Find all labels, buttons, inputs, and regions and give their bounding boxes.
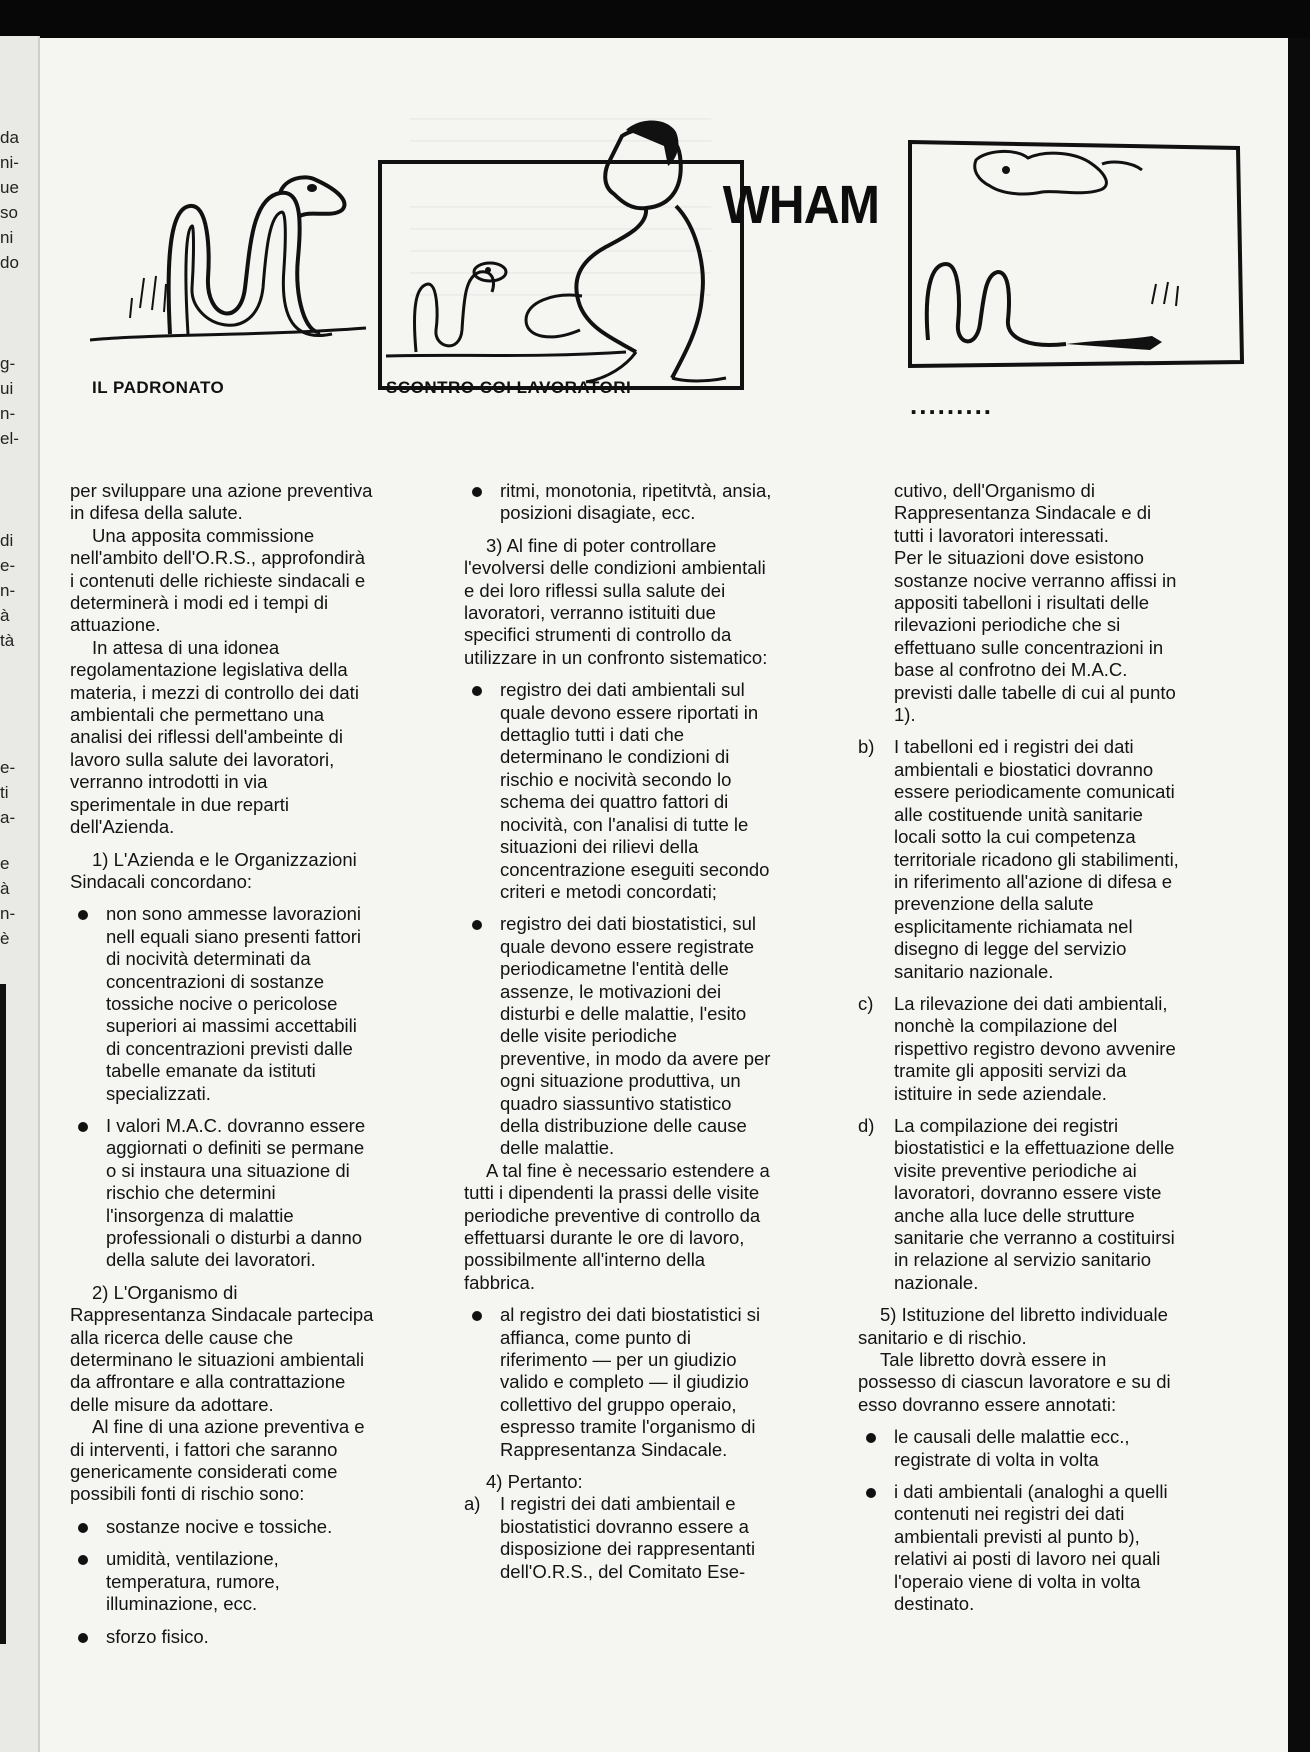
scan-top-border bbox=[0, 0, 1310, 38]
bullet-item: registro dei dati biostatistici, sul quale devono essere registrate periodicametne l'entità delle assenze, le motivazioni dei disturbi e delle malattie, l'esito delle visite periodiche preventive, in modo da avere per ogni situazione produttiva, un quadro siassuntivo statistico della distribuzione delle cause delle malattie. bbox=[464, 913, 772, 1159]
list-label: c) bbox=[858, 992, 874, 1014]
bullet-item: sforzo fisico. bbox=[70, 1626, 374, 1648]
paragraph: Una apposita commissione nell'ambito dell'O.R.S., approfondirà i contenuti delle richieste sindacali e determinerà i modi ed i tempi di attuazione. bbox=[70, 524, 366, 636]
magazine-page bbox=[40, 38, 1288, 1752]
list-text: La compilazione dei registri biostatistici e la effettuazione delle visite preventive periodiche ai lavoratori, dovranno essere viste anche alla luce delle strutture sanitarie che verranno a costituirsi in relazione al servizio sanitario nazionale. bbox=[894, 1114, 1175, 1293]
bullet-item: registro dei dati ambientali sul quale devono essere riportati in dettaglio tutti i dati che determinano le condizioni di rischio e nocività secondo lo schema dei quattro fattori di nocività, con l'analisi di tutte le situazioni dei rilievi della concentrazione eseguiti secondo criteri e metodi concordati; bbox=[464, 679, 772, 903]
bullet-item: i dati ambientali (analoghi a quelli contenuti nei registri dei dati ambientali previsti al punto b), relativi ai posti di lavoro nei quali l'operaio viene di volta in volta destinato. bbox=[858, 1481, 1182, 1615]
list-text: I tabelloni ed i registri dei dati ambientali e biostatici dovranno essere periodicamente comunicati alle costituende unità sanitarie locali sotto la cui competenza territoriale ricadono gli stabilimenti, in riferimento all'azione di difesa e prevenzione della salute esplicitamente richiamata nel disegno di legge del servizio sanitario nazionale. bbox=[894, 736, 1179, 982]
show-through-text: ───────────────────────── ───────────────────────── ───────────────────────── ───────────────────────── ───────────────────────── ───────────────────────── ───────────────────────── ───────────────────────── bbox=[410, 109, 712, 304]
strip-fragment: ni- bbox=[0, 153, 19, 172]
strip-fragment: ti bbox=[0, 783, 9, 802]
paragraph: per sviluppare una azione preventiva in difesa della salute. bbox=[70, 480, 373, 524]
comic-panel-flattened bbox=[906, 104, 1246, 404]
strip-fragment: à bbox=[0, 879, 10, 898]
list-label: b) bbox=[858, 736, 875, 758]
caption-dots: ......... bbox=[910, 390, 994, 420]
text-column-2 bbox=[464, 480, 772, 1583]
text-column-3 bbox=[858, 480, 1182, 1616]
paragraph: In attesa di una idonea regolamentazione legislativa della materia, i mezzi di controllo dei dati ambientali che permettano una analisi dei riflessi dell'ambeinte di lavoro sulla salute dei lavoratori, verranno introdotti in via sperimentale in due reparti dell'Azienda. bbox=[70, 636, 359, 838]
strip-dark-bar bbox=[0, 984, 6, 1644]
strip-fragment: do bbox=[0, 253, 19, 272]
strip-fragment: à bbox=[0, 606, 10, 625]
list-label: a) bbox=[464, 1493, 481, 1515]
list-item-b bbox=[858, 736, 1182, 982]
list-item-d bbox=[858, 1115, 1182, 1294]
strip-fragment: a- bbox=[0, 808, 16, 827]
paragraph: Tale libretto dovrà essere in possesso di ciascun lavoratore e su di esso dovranno essere annotati: bbox=[858, 1349, 1171, 1415]
bullet-item: al registro dei dati biostatistici si affianca, come punto di riferimento — per un giudizio valido e completo — il giudizio collettivo del gruppo operaio, espresso tramite l'organismo di Rappresentanza Sindacale. bbox=[464, 1304, 772, 1461]
strip-fragment: so bbox=[0, 203, 18, 222]
list-label: d) bbox=[858, 1114, 875, 1136]
paragraph: 2) L'Organismo di Rappresentanza Sindacale partecipa alla ricerca delle cause che determinano le situazioni ambientali da affrontare e alla contrattazione delle misure da adottare. bbox=[70, 1281, 374, 1415]
list-item-a bbox=[464, 1493, 772, 1583]
adjacent-page-strip bbox=[0, 36, 40, 1752]
paragraph: 1) L'Azienda e le Organizzazioni Sindacali concordano: bbox=[70, 848, 357, 892]
list-text: La rilevazione dei dati ambientali, nonchè la compilazione del rispettivo registro devono avvenire tramite gli appositi servizi da istituire in sede aziendale. bbox=[894, 992, 1176, 1104]
strip-fragment: e- bbox=[0, 556, 16, 575]
strip-fragment: n- bbox=[0, 904, 16, 923]
paragraph: 4) Pertanto: bbox=[486, 1471, 583, 1493]
bullet-item: ritmi, monotonia, ripetitvtà, ansia, posizioni disagiate, ecc. bbox=[464, 480, 772, 525]
strip-fragment: ni bbox=[0, 228, 14, 247]
strip-fragment: g- bbox=[0, 354, 16, 373]
comic-panel-worker bbox=[376, 116, 746, 396]
list-item-c bbox=[858, 993, 1182, 1105]
paragraph: Al fine di una azione preventiva e di interventi, i fattori che saranno genericamente considerati come possibili fonti di rischio sono: bbox=[70, 1416, 365, 1505]
paragraph: cutivo, dell'Organismo di Rappresentanza Sindacale e di tutti i lavoratori interessati. bbox=[894, 480, 1152, 546]
bullet-item: I valori M.A.C. dovranno essere aggiornati o definiti se permane o si instaura una situazione di rischio che determini l'insorgenza di malattie professionali o disturbi a danno della salute dei lavoratori. bbox=[70, 1115, 374, 1272]
bullet-item: sostanze nocive e tossiche. bbox=[70, 1516, 374, 1538]
strip-fragment: da bbox=[0, 128, 19, 147]
strip-fragment: el- bbox=[0, 429, 19, 448]
bullet-item: le causali delle malattie ecc., registrate di volta in volta bbox=[858, 1426, 1182, 1471]
strip-fragment: è bbox=[0, 929, 10, 948]
paragraph: 5) Istituzione del libretto individuale sanitario e di rischio. bbox=[858, 1304, 1168, 1348]
text-column-1 bbox=[70, 480, 374, 1648]
strip-fragment: ui bbox=[0, 379, 14, 398]
caption-il-padronato: IL PADRONATO bbox=[92, 378, 225, 397]
strip-fragment: e bbox=[0, 854, 10, 873]
comic-panel-snake bbox=[80, 138, 370, 378]
strip-fragment: tà bbox=[0, 631, 15, 650]
caption-scontro: SCONTRO COI LAVORATORI bbox=[386, 378, 632, 397]
strip-fragment: ue bbox=[0, 178, 19, 197]
wham-sound-effect: WHAM bbox=[722, 175, 880, 235]
paragraph: Per le situazioni dove esistono sostanze nocive verranno affissi in appositi tabelloni i risultati delle rilevazioni periodiche che si effettuano sulle concentrazioni in base al confrotno dei M.A.C. previsti dalle tabelle di cui al punto 1). bbox=[894, 547, 1177, 726]
paragraph: A tal fine è necessario estendere a tutti i dipendenti la prassi delle visite periodiche preventive di controllo da effettuarsi durante le ore di lavoro, possibilmente all'interno della fabbrica. bbox=[464, 1159, 770, 1293]
list-text: I registri dei dati ambientail e biostatistici dovranno essere a disposizione dei rappresentanti dell'O.R.S., del Comitato Ese- bbox=[500, 1493, 756, 1582]
strip-fragment: n- bbox=[0, 404, 16, 423]
strip-fragment: n- bbox=[0, 581, 16, 600]
scan-right-border bbox=[1288, 38, 1310, 1752]
bullet-item: non sono ammesse lavorazioni nell equali siano presenti fattori di nocività determinati da concentrazioni di sostanze tossiche nocive o pericolose superiori ai massimi accettabili di concentrazioni previsti dalle tabelle emanate da istituti specializzati. bbox=[70, 903, 374, 1105]
bullet-item: umidità, ventilazione, temperatura, rumore, illuminazione, ecc. bbox=[70, 1548, 374, 1615]
paragraph: 3) Al fine di poter controllare l'evolversi delle condizioni ambientali e dei loro riflessi sulla salute dei lavoratori, verranno istituiti due specifici strumenti di controllo da utilizzare in un confronto sistematico: bbox=[464, 534, 768, 668]
strip-fragment: di bbox=[0, 531, 14, 550]
strip-fragment: e- bbox=[0, 758, 16, 777]
